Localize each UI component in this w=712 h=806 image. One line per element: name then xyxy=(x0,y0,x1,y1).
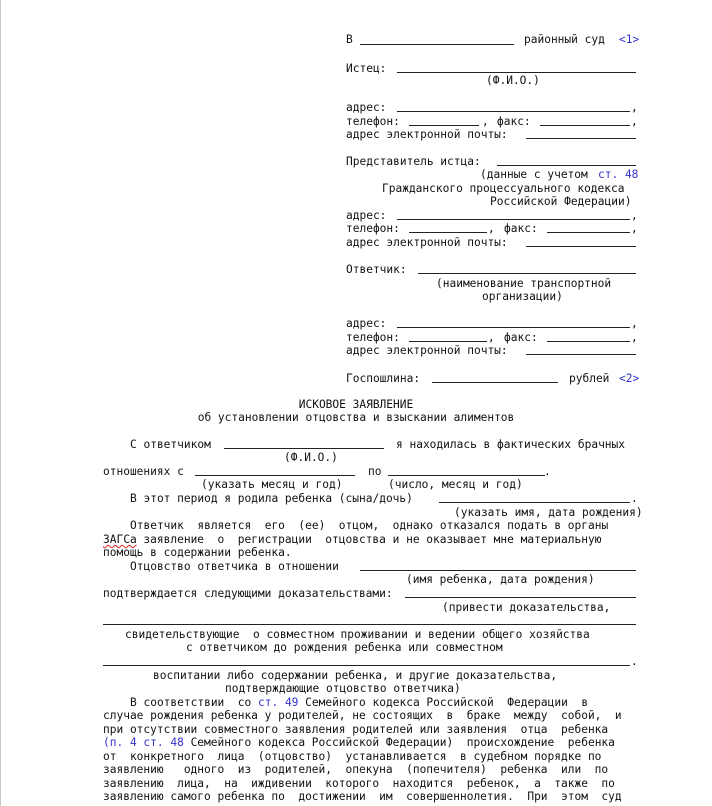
defendant-name-line xyxy=(418,273,636,274)
evidence-line-3 xyxy=(103,665,630,666)
plaintiff-name-line xyxy=(397,72,636,73)
fee-amount-line xyxy=(432,382,558,383)
p5-line-4 xyxy=(103,736,615,749)
representative-label: Представитель истца: xyxy=(346,155,481,168)
p1-text-a: С ответчиком xyxy=(130,438,211,451)
plaintiff-fax-label: факс: xyxy=(497,115,531,128)
p1-hint-a: (указать месяц и год) xyxy=(201,478,343,491)
representative-email-line xyxy=(526,246,636,247)
plaintiff-phone-label: телефон: xyxy=(346,115,400,128)
representative-email-label: адрес электронной почты: xyxy=(346,236,508,249)
court-prefix: В xyxy=(346,33,353,46)
evidence-line-2 xyxy=(103,624,636,625)
p4-end: . xyxy=(631,655,638,668)
child-name-line xyxy=(360,570,636,571)
p5-line-8: заявлению самого ребенка по достижении им совершеннолетия. При этом суд xyxy=(103,790,622,803)
comma: , xyxy=(631,331,638,344)
p4-caption-4: подтверждающие отцовство ответчика) xyxy=(225,682,461,695)
representative-fax-line xyxy=(547,232,630,233)
defendant-fio-line xyxy=(224,448,384,449)
defendant-fax-line xyxy=(547,341,630,342)
defendant-phone-label: телефон: xyxy=(346,331,400,344)
p4-caption-2: с ответчиком до рождения ребенка или совместном xyxy=(186,641,503,654)
plaintiff-email-label: адрес электронной почты: xyxy=(346,128,508,141)
article-48-gpk-link[interactable]: ст. 48 xyxy=(598,168,639,181)
representative-line xyxy=(497,165,636,166)
representative-hint-1: (данные с учетом xyxy=(480,168,588,181)
p5-line-2: случае рождения ребенка у родителей, не состоящих в браке между собой, и xyxy=(103,709,622,722)
plaintiff-fio-hint: (Ф.И.О.) xyxy=(486,74,540,87)
representative-phone-label: телефон: xyxy=(346,222,400,235)
p4-hint: (имя ребенка, дата рождения) xyxy=(406,573,595,586)
plaintiff-label: Истец: xyxy=(346,62,387,75)
document-subtitle: об установлении отцовства и взыскании алиментов xyxy=(197,411,515,424)
p2-hint: (указать имя, дата рождения) xyxy=(454,506,643,519)
defendant-hint-1: (наименование транспортной xyxy=(436,277,612,290)
p4-line-2: подтверждается следующими доказательствами: xyxy=(103,587,393,600)
p4-hint-2: (привести доказательства, xyxy=(442,601,611,614)
comma: , xyxy=(482,115,489,128)
plaintiff-email-line xyxy=(526,138,636,139)
child-info-line xyxy=(439,502,630,503)
p3-line-2-rest: заявление о регистрации отцовства и не оказывает мне материальную xyxy=(136,533,602,546)
p3-line-1: Ответчик является его (ее) отцом, однако отказался подать в органы xyxy=(130,519,609,532)
evidence-line-1 xyxy=(405,597,636,598)
comma: , xyxy=(488,222,495,235)
article-48-p4-sk-link[interactable]: (п. 4 ст. 48 xyxy=(103,736,184,749)
plaintiff-address-line xyxy=(397,111,630,112)
fee-label: Госпошлина: xyxy=(346,372,421,385)
p3-line-2 xyxy=(103,533,601,546)
p5-line-1-b: Семейного кодекса Российской Федерации в xyxy=(305,696,589,709)
representative-hint-2: Гражданского процессуального кодекса xyxy=(382,182,625,195)
comma: , xyxy=(631,101,638,114)
plaintiff-phone-line xyxy=(409,125,479,126)
plaintiff-fax-line xyxy=(540,125,630,126)
comma: , xyxy=(631,222,638,235)
representative-address-line xyxy=(397,219,630,220)
defendant-fax-label: факс: xyxy=(504,331,538,344)
representative-hint-3: Российской Федерации) xyxy=(490,195,632,208)
p1-hint-b: (число, месяц и год) xyxy=(388,478,523,491)
representative-address-label: адрес: xyxy=(346,209,387,222)
p5-line-3: при отсутствии совместного заявления родителей или заявления отца ребенка xyxy=(103,723,609,736)
defendant-address-line xyxy=(397,327,630,328)
defendant-label: Ответчик: xyxy=(346,263,407,276)
p5-line-1-a: В соответствии со xyxy=(130,696,252,709)
p5-line-7: заявлению лица, на иждивении которого находится ребенок, а также по xyxy=(103,777,615,790)
p1-relations: отношениях с xyxy=(103,465,184,478)
comma: , xyxy=(631,317,638,330)
p2-end: . xyxy=(631,492,638,505)
fee-footnote-link[interactable]: <2> xyxy=(619,372,640,385)
fee-suffix: рублей xyxy=(569,372,610,385)
court-name-line xyxy=(360,44,514,45)
p5-line-4-rest: Семейного кодекса Российской Федерации) происхождение ребенка xyxy=(183,736,615,749)
defendant-address-label: адрес: xyxy=(346,317,387,330)
p2-text: В этот период я родила ребенка (сына/дочь) xyxy=(130,492,413,505)
defendant-hint-2: организации) xyxy=(482,290,563,303)
plaintiff-address-label: адрес: xyxy=(346,101,387,114)
p1-fio-hint: (Ф.И.О.) xyxy=(284,451,338,464)
p5-line-1 xyxy=(130,696,588,709)
p4-line-1: Отцовство ответчика в отношении xyxy=(130,560,339,573)
defendant-email-line xyxy=(526,354,636,355)
p4-caption-1: свидетельствующие о совместном проживании и ведении общего хозяйства xyxy=(125,628,590,641)
representative-fax-label: факс: xyxy=(504,222,538,235)
period-end-line xyxy=(388,475,545,476)
defendant-email-label: адрес электронной почты: xyxy=(346,344,508,357)
comma: , xyxy=(488,331,495,344)
p1-po: по xyxy=(368,465,382,478)
period-start-line xyxy=(195,475,355,476)
p5-line-6: заявлению одного из родителей, опекуна (попечителя) ребенка или по xyxy=(103,763,609,776)
court-suffix: районный суд xyxy=(524,33,605,46)
representative-phone-line xyxy=(409,232,487,233)
court-footnote-link[interactable]: <1> xyxy=(619,33,640,46)
p3-line-3: помощь в содержании ребенка. xyxy=(103,546,292,559)
article-49-sk-link[interactable]: ст. 49 xyxy=(258,696,299,709)
comma: , xyxy=(631,209,638,222)
comma: , xyxy=(631,115,638,128)
p1-period-end: . xyxy=(544,465,551,478)
document-title: ИСКОВОЕ ЗАЯВЛЕНИЕ xyxy=(298,398,414,411)
p4-caption-3: воспитании либо содержании ребенка, и другие доказательства, xyxy=(153,669,558,682)
p1-text-b: я находилась в фактических брачных xyxy=(396,438,626,451)
zags-word: ЗАГСа xyxy=(103,533,137,546)
p5-line-5: от конкретного лица (отцовство) устанавливается в судебном порядке по xyxy=(103,750,602,763)
defendant-phone-line xyxy=(409,341,487,342)
